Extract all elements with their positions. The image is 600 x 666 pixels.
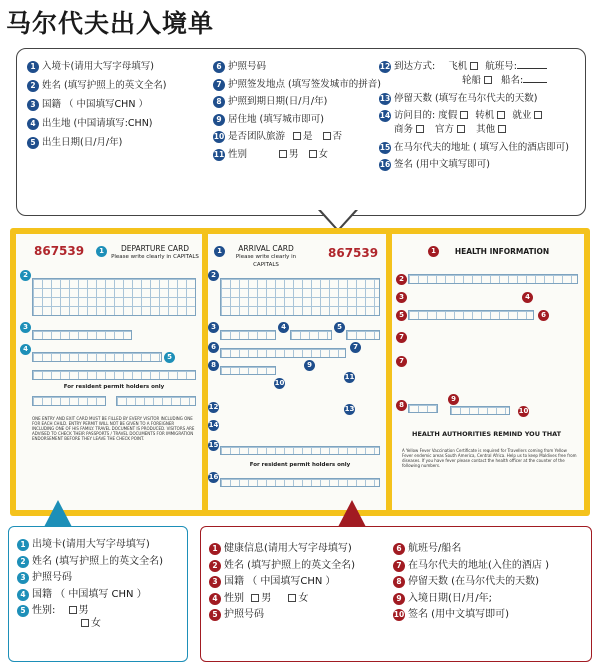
departure-grid[interactable] (32, 370, 196, 380)
page-title: 马尔代夫出入境单 (6, 9, 215, 38)
arrival-card-legend (16, 48, 586, 216)
option-label: 男 (78, 605, 89, 616)
number-badge: 5 (396, 310, 407, 321)
legend-text: 姓名 (填写护照上的英文全名) (224, 559, 355, 571)
number-badge: 1 (428, 246, 439, 257)
number-badge: 4 (278, 322, 289, 333)
birthdate-grid[interactable] (346, 330, 380, 340)
legend-item (17, 556, 163, 567)
number-badge: 10 (213, 132, 225, 141)
option-label: 官方 (435, 124, 455, 135)
legend-item (17, 605, 163, 629)
number-badge: 5 (334, 322, 345, 333)
card-title: ARRIVAL CARD (238, 244, 294, 253)
legend-text: 护照号码 (228, 61, 267, 72)
number-badge: 9 (393, 593, 405, 605)
legend-text: 签名 (用中文填写即可) (394, 159, 490, 170)
legend-item (379, 142, 579, 153)
card-image-area (10, 228, 590, 516)
name-grid[interactable] (408, 274, 578, 284)
legend-item (27, 61, 205, 72)
number-badge: 1 (214, 246, 225, 257)
checkbox[interactable] (534, 111, 542, 119)
legend-text: 出生日期(日/月/年) (42, 137, 123, 148)
card-subtitle: Please write clearly in CAPITALS (235, 254, 297, 268)
number-badge: 7 (396, 356, 407, 367)
arrival-card-header (226, 245, 306, 269)
callout-pointer-departure (44, 500, 72, 527)
number-badge: 15 (208, 441, 219, 449)
resident-header: For resident permit holders only (249, 462, 351, 468)
passport-grid[interactable] (32, 330, 132, 340)
legend-text: 停留天数 (在马尔代夫的天数) (408, 576, 539, 587)
number-badge: 10 (393, 610, 405, 619)
legend-item (393, 543, 589, 554)
address-grid[interactable] (220, 446, 380, 455)
number-badge: 9 (304, 360, 315, 371)
number-badge: 1 (17, 539, 29, 551)
number-badge: 3 (17, 572, 29, 584)
legend-text: 姓名 (填写护照上的英文全名) (42, 80, 167, 91)
legend-item (27, 80, 205, 91)
arrival-date-grid[interactable] (450, 406, 510, 415)
option-label: 女 (298, 592, 309, 604)
option-label: 其他 (476, 124, 496, 135)
number-badge: 7 (213, 79, 225, 91)
number-badge: 6 (538, 310, 549, 321)
legend-item (393, 609, 589, 620)
legend-list (17, 539, 163, 635)
number-badge: 4 (522, 292, 533, 303)
legend-text: 性别 (228, 148, 248, 160)
option-label: 女 (91, 618, 101, 629)
checkbox[interactable] (293, 132, 301, 140)
input-line[interactable] (523, 75, 547, 83)
legend-text: 性别: (32, 605, 56, 616)
legend-column-1 (27, 61, 205, 155)
legend-text: 护照签发地点 (填写签发城市的拼音) (228, 78, 381, 90)
number-badge: 8 (213, 96, 225, 108)
legend-text: 在马尔代夫的地址 ( 填写入住的酒店即可) (394, 141, 569, 153)
legend-text: 是否团队旅游 (228, 131, 286, 142)
legend-item (379, 61, 579, 86)
name-grid[interactable] (32, 278, 196, 316)
legend-text: 国籍 （ 中国填写 CHN ） (32, 588, 147, 600)
legend-item (213, 96, 383, 107)
legend-list-1 (209, 543, 389, 626)
legend-text: 护照号码 (32, 572, 72, 583)
number-badge: 3 (20, 322, 31, 333)
number-badge: 6 (208, 342, 219, 353)
checkbox[interactable] (498, 125, 506, 133)
checkbox[interactable] (470, 62, 478, 70)
health-remind-header: HEALTH AUTHORITIES REMIND YOU THAT (412, 430, 562, 438)
number-badge: 2 (27, 80, 39, 92)
health-note: A Yellow Fever Vaccination Certificate is required for Travellers coming from Yellow Fever endemic areas South America, Central Africa. Help us to keep Maldives free from diseases. If you have fever please contact the health officer at the counter of the following numbers. (402, 448, 577, 468)
number-badge: 12 (208, 403, 219, 411)
number-badge: 4 (27, 118, 39, 130)
number-badge: 1 (27, 61, 39, 73)
legend-text: 签名 (用中文填写即可) (408, 609, 509, 620)
legend-item (213, 131, 383, 142)
legend-item (213, 61, 383, 72)
birthplace-grid[interactable] (290, 330, 332, 340)
legend-item (213, 79, 383, 90)
option-label: 否 (332, 131, 343, 142)
arrival-card-number: 867539 (328, 246, 379, 260)
legend-column-2 (213, 61, 383, 166)
checkbox[interactable] (460, 111, 468, 119)
legend-item (213, 114, 383, 125)
number-badge: 4 (17, 589, 29, 601)
number-badge: 5 (17, 605, 29, 617)
option-label: 就业 (512, 110, 532, 121)
number-badge: 2 (208, 270, 219, 281)
legend-item (27, 99, 205, 110)
number-badge: 16 (208, 473, 219, 481)
legend-item (17, 539, 163, 550)
legend-item (379, 110, 579, 135)
number-badge: 13 (344, 405, 355, 413)
number-badge: 15 (379, 142, 391, 152)
legend-item (393, 576, 589, 587)
number-badge: 5 (209, 609, 221, 621)
number-badge: 7 (393, 560, 405, 572)
legend-text: 入境日期(日/月/年; (408, 592, 493, 604)
days-grid[interactable] (408, 404, 438, 413)
departure-card (16, 234, 202, 510)
legend-item (209, 560, 389, 571)
passport-grid[interactable] (220, 348, 346, 358)
legend-item (393, 560, 589, 571)
number-badge: 5 (164, 352, 175, 363)
option-label: 转机 (475, 110, 495, 121)
legend-column-3 (379, 61, 579, 177)
option-label: 度假 (438, 110, 458, 121)
option-label: 是 (303, 131, 313, 142)
departure-card-number: 867539 (34, 244, 85, 258)
checkbox[interactable] (279, 150, 287, 158)
legend-item (379, 159, 579, 170)
legend-item (379, 93, 579, 104)
legend-text: 访问目的: (394, 110, 436, 121)
number-badge: 11 (213, 149, 225, 159)
number-badge: 10 (518, 407, 529, 415)
number-badge: 16 (379, 160, 391, 169)
passport-grid[interactable] (408, 310, 534, 320)
number-badge: 9 (448, 394, 459, 405)
legend-text: 护照号码 (224, 609, 264, 620)
legend-text: 性别 (224, 592, 244, 604)
number-badge: 13 (379, 93, 391, 103)
resident-grid[interactable] (32, 396, 106, 406)
number-badge: 3 (209, 576, 221, 588)
number-badge: 3 (208, 322, 219, 333)
number-badge: 1 (96, 246, 107, 257)
legend-text: 国籍 （ 中国填写CHN ） (224, 576, 336, 587)
checkbox[interactable] (416, 125, 424, 133)
number-badge: 5 (27, 137, 39, 149)
checkbox[interactable] (309, 150, 317, 158)
health-card-title: HEALTH INFORMATION (454, 247, 550, 256)
resident-header: For resident permit holders only (63, 384, 165, 390)
callout-pointer-health (338, 500, 366, 527)
number-badge: 7 (396, 332, 407, 343)
option-label: 商务 (394, 124, 414, 135)
legend-text: 出生地 (中国请填写:CHN) (42, 118, 153, 129)
number-badge: 14 (208, 421, 219, 429)
legend-text: 国籍 （ 中国填写CHN ） (42, 99, 148, 110)
resident-grid[interactable] (116, 396, 196, 406)
option-label: 女 (318, 148, 329, 160)
input-line[interactable] (517, 61, 547, 69)
nationality-grid[interactable] (32, 352, 162, 362)
checkbox[interactable] (69, 606, 77, 614)
checkbox[interactable] (81, 619, 89, 627)
departure-card-legend (8, 526, 188, 662)
option-label: 航班号: (485, 61, 517, 72)
number-badge: 9 (213, 114, 225, 126)
number-badge: 11 (344, 373, 355, 381)
number-badge: 4 (20, 344, 31, 355)
nationality-grid[interactable] (220, 330, 276, 340)
callout-pointer-fill (320, 209, 356, 229)
number-badge: 12 (379, 62, 391, 71)
legend-text: 护照到期日期(日/月/年) (228, 96, 328, 107)
departure-card-header (110, 245, 200, 261)
number-badge: 2 (396, 274, 407, 285)
legend-text: 出境卡(请用大写字母填写) (32, 539, 150, 550)
number-badge: 2 (209, 560, 221, 572)
number-badge: 4 (209, 593, 221, 605)
legend-text: 停留天数 (填写在马尔代夫的天数) (394, 92, 538, 104)
number-badge: 6 (213, 61, 225, 73)
number-badge: 14 (379, 111, 391, 120)
card-subtitle: Please write clearly in CAPITALS (111, 254, 199, 260)
legend-item (209, 609, 389, 620)
checkbox[interactable] (497, 111, 505, 119)
number-badge: 7 (350, 342, 361, 353)
expiry-grid[interactable] (220, 366, 276, 375)
legend-item (17, 572, 163, 583)
number-badge: 10 (274, 379, 285, 387)
checkbox[interactable] (288, 594, 296, 602)
legend-item (17, 589, 163, 600)
number-badge: 3 (27, 99, 39, 111)
legend-item (209, 576, 389, 587)
legend-item (27, 137, 205, 148)
option-label: 男 (289, 148, 299, 160)
number-badge: 3 (396, 292, 407, 303)
legend-item (209, 593, 389, 604)
legend-text: 在马尔代夫的地址(入住的酒店 ) (408, 559, 549, 571)
checkbox[interactable] (457, 125, 465, 133)
option-label: 轮船 (462, 75, 482, 86)
number-badge: 2 (20, 270, 31, 281)
legend-text: 入境卡(请用大写字母填写) (42, 61, 154, 72)
checkbox[interactable] (484, 76, 492, 84)
arrival-card (208, 234, 386, 510)
card-title: DEPARTURE CARD (120, 244, 190, 253)
legend-text: 到达方式: (394, 61, 436, 72)
legend-text: 居住地 (填写城市即可) (228, 113, 324, 125)
health-card-legend (200, 526, 592, 662)
legend-text: 姓名 (填写护照上的英文全名) (32, 555, 163, 567)
legend-text: 航班号/船名 (408, 543, 462, 554)
number-badge: 1 (209, 543, 221, 555)
number-badge: 2 (17, 556, 29, 568)
signature-grid[interactable] (220, 478, 380, 487)
number-badge: 6 (393, 543, 405, 555)
option-label: 飞机 (448, 61, 468, 72)
legend-text: 健康信息(请用大写字母填写) (224, 543, 352, 554)
option-label: 男 (261, 592, 272, 604)
legend-item (393, 593, 589, 604)
checkbox[interactable] (323, 132, 331, 140)
legend-list-2 (393, 543, 589, 626)
legend-item (213, 149, 383, 160)
legend-item (27, 118, 205, 129)
health-card (392, 234, 584, 510)
number-badge: 8 (208, 360, 219, 371)
option-label: 船名: (501, 75, 524, 86)
number-badge: 8 (396, 400, 407, 411)
name-grid[interactable] (220, 278, 380, 316)
legend-item (209, 543, 389, 554)
number-badge: 8 (393, 576, 405, 588)
checkbox[interactable] (251, 594, 259, 602)
departure-note: ONE ENTRY AND EXIT CARD MUST BE FILLED BY EVERY VISITOR INCLUDING ONE FOR EACH CHILD. ENTRY PERMIT WILL NOT BE GIVEN TO A FOREIGNER INCLUDING ONE OF HIS FAMILY. TRAVEL DOCUMENT IS PRODUCED. VISITORS ARE ADVISED TO CHECK THEIR PASSPORTS / TRAVEL DOCUMENTS FOR IMMIGRATION ENDORSEMENT BEFORE THEY LEAVE THE CHECK POINT. (32, 416, 195, 441)
